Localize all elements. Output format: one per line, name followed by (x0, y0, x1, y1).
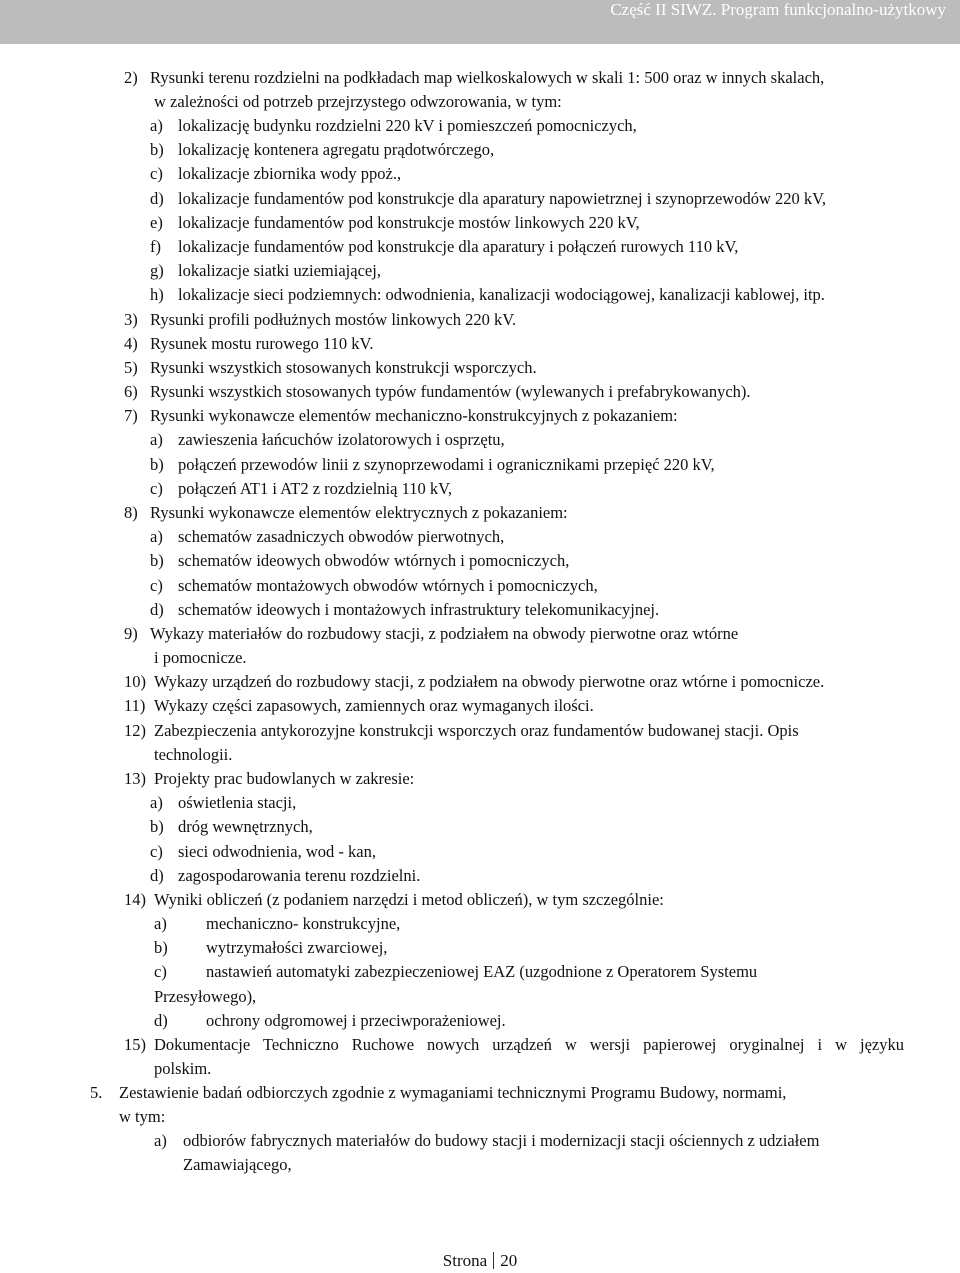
sub-item-letter: b) (150, 551, 164, 570)
header-title: Część II SIWZ. Program funkcjonalno-użytkowy (610, 0, 946, 19)
sub-item-text: lokalizacje fundamentów pod konstrukcje dla aparatury i połączeń rurowych 110 kV, (178, 237, 739, 256)
sub-item-text: lokalizację budynku rozdzielni 220 kV i pomieszczeń pomocniczych, (178, 116, 637, 135)
sub-item-text: nastawień automatyki zabezpieczeniowej EAZ (uzgodnione z Operatorem Systemu (206, 962, 758, 981)
sub-item-letter: g) (150, 261, 164, 280)
item-text: w zależności od potrzeb przejrzystego odwzorowania, w tym: (154, 92, 562, 111)
footer-separator (493, 1252, 494, 1269)
item-text: Rysunki wykonawcze elementów elektrycznych z pokazaniem: (150, 503, 568, 522)
item-number: 3) (124, 310, 138, 329)
item-number: 13) (124, 769, 146, 788)
item-text: Rysunki wykonawcze elementów mechaniczno-konstrukcyjnych z pokazaniem: (150, 406, 678, 425)
page-header (0, 0, 960, 44)
page-footer (0, 1249, 960, 1273)
sub-item-text: lokalizacje fundamentów pod konstrukcje mostów linkowych 220 kV, (178, 213, 640, 232)
sub-item-letter: a) (154, 1131, 167, 1150)
sub-item-text: schematów zasadniczych obwodów pierwotnych, (178, 527, 505, 546)
sub-item-letter: a) (150, 527, 163, 546)
item-text: Wykazy materiałów do rozbudowy stacji, z podziałem na obwody pierwotne oraz wtórne (150, 624, 739, 643)
item-text: Projekty prac budowlanych w zakresie: (154, 769, 415, 788)
sub-item-letter: a) (154, 914, 167, 933)
sub-item-text: lokalizacje sieci podziemnych: odwodnienia, kanalizacji wodociągowej, kanalizacji kablowej, itp. (178, 285, 825, 304)
section-number: 5. (90, 1083, 103, 1102)
sub-item-letter: b) (150, 817, 164, 836)
sub-item-text: lokalizacje fundamentów pod konstrukcje dla aparatury napowietrznej i szynoprzewodów 220 kV, (178, 189, 827, 208)
sub-item-text: lokalizacje siatki uziemiającej, (178, 261, 381, 280)
item-text: technologii. (154, 745, 233, 764)
item-number: 5) (124, 358, 138, 377)
sub-item-text: schematów montażowych obwodów wtórnych i pomocniczych, (178, 576, 598, 595)
page-number: 20 (500, 1251, 518, 1270)
sub-item-text: lokalizacje zbiornika wody ppoż., (178, 164, 402, 183)
sub-item-letter: c) (150, 576, 163, 595)
item-text: polskim. (154, 1059, 212, 1078)
sub-item-letter: a) (150, 116, 163, 135)
item-text: Rysunki wszystkich stosowanych konstrukcji wsporczych. (150, 358, 537, 377)
sub-item-letter: a) (150, 430, 163, 449)
sub-item-text: lokalizację kontenera agregatu prądotwórczego, (178, 140, 495, 159)
section-text: w tym: (119, 1107, 166, 1126)
sub-item-text: zawieszenia łańcuchów izolatorowych i osprzętu, (178, 430, 505, 449)
sub-item-text: połączeń AT1 i AT2 z rozdzielnią 110 kV, (178, 479, 453, 498)
sub-item-text: wytrzymałości zwarciowej, (206, 938, 388, 957)
sub-item-text: Przesyłowego), (154, 987, 257, 1006)
sub-item-text: połączeń przewodów linii z szynoprzewodami i ogranicznikami przepięć 220 kV, (178, 455, 715, 474)
item-number: 2) (124, 68, 138, 87)
sub-item-letter: b) (150, 455, 164, 474)
sub-item-letter: c) (150, 842, 163, 861)
sub-item-letter: c) (150, 479, 163, 498)
sub-item-letter: h) (150, 285, 164, 304)
item-text: Rysunek mostu rurowego 110 kV. (150, 334, 374, 353)
sub-item-letter: b) (154, 938, 168, 957)
sub-item-text: schematów ideowych obwodów wtórnych i pomocniczych, (178, 551, 570, 570)
sub-item-letter: d) (150, 189, 164, 208)
item-number: 15) (124, 1035, 146, 1054)
sub-item-text: zagospodarowania terenu rozdzielni. (178, 866, 421, 885)
item-number: 12) (124, 721, 146, 740)
sub-item-text: ochrony odgromowej i przeciwporażeniowej. (206, 1011, 506, 1030)
sub-item-text: schematów ideowych i montażowych infrastruktury telekomunikacyjnej. (178, 600, 660, 619)
item-text: Dokumentacje Techniczno Ruchowe nowych urządzeń w wersji papierowej oryginalnej i w języku (154, 1035, 904, 1054)
item-text: Zabezpieczenia antykorozyjne konstrukcji wsporczych oraz fundamentów budowanej stacji. Opis (154, 721, 799, 740)
item-number: 14) (124, 890, 146, 909)
item-text: Rysunki terenu rozdzielni na podkładach map wielkoskalowych w skali 1: 500 oraz w innych skalach, (150, 68, 825, 87)
item-text: Rysunki profili podłużnych mostów linkowych 220 kV. (150, 310, 517, 329)
sub-item-letter: d) (150, 600, 164, 619)
section-text: Zestawienie badań odbiorczych zgodnie z wymaganiami technicznymi Programu Budowy, normami, (119, 1083, 787, 1102)
item-number: 7) (124, 406, 138, 425)
item-text: Wykazy części zapasowych, zamiennych oraz wymaganych ilości. (154, 696, 594, 715)
page-label: Strona (442, 1251, 488, 1270)
sub-item-letter: d) (154, 1011, 168, 1030)
item-number: 9) (124, 624, 138, 643)
sub-item-text: sieci odwodnienia, wod - kan, (178, 842, 376, 861)
sub-item-letter: d) (150, 866, 164, 885)
item-text: Wykazy urządzeń do rozbudowy stacji, z podziałem na obwody pierwotne oraz wtórne i pomocnicze. (154, 672, 825, 691)
sub-item-letter: a) (150, 793, 163, 812)
sub-item-letter: f) (150, 237, 161, 256)
item-number: 4) (124, 334, 138, 353)
sub-item-text: mechaniczno- konstrukcyjne, (206, 914, 401, 933)
item-text: Wyniki obliczeń (z podaniem narzędzi i metod obliczeń), w tym szczególnie: (154, 890, 664, 909)
item-text: i pomocnicze. (154, 648, 247, 667)
item-number: 11) (124, 696, 146, 715)
sub-item-text: oświetlenia stacji, (178, 793, 297, 812)
item-number: 6) (124, 382, 138, 401)
sub-item-letter: e) (150, 213, 163, 232)
item-number: 8) (124, 503, 138, 522)
item-number: 10) (124, 672, 146, 691)
sub-item-text: Zamawiającego, (183, 1155, 292, 1174)
sub-item-letter: b) (150, 140, 164, 159)
sub-item-text: dróg wewnętrznych, (178, 817, 313, 836)
item-text: Rysunki wszystkich stosowanych typów fundamentów (wylewanych i prefabrykowanych). (150, 382, 751, 401)
sub-item-letter: c) (154, 962, 167, 981)
sub-item-text: odbiorów fabrycznych materiałów do budowy stacji i modernizacji stacji ościennych z udziałem (183, 1131, 820, 1150)
sub-item-letter: c) (150, 164, 163, 183)
